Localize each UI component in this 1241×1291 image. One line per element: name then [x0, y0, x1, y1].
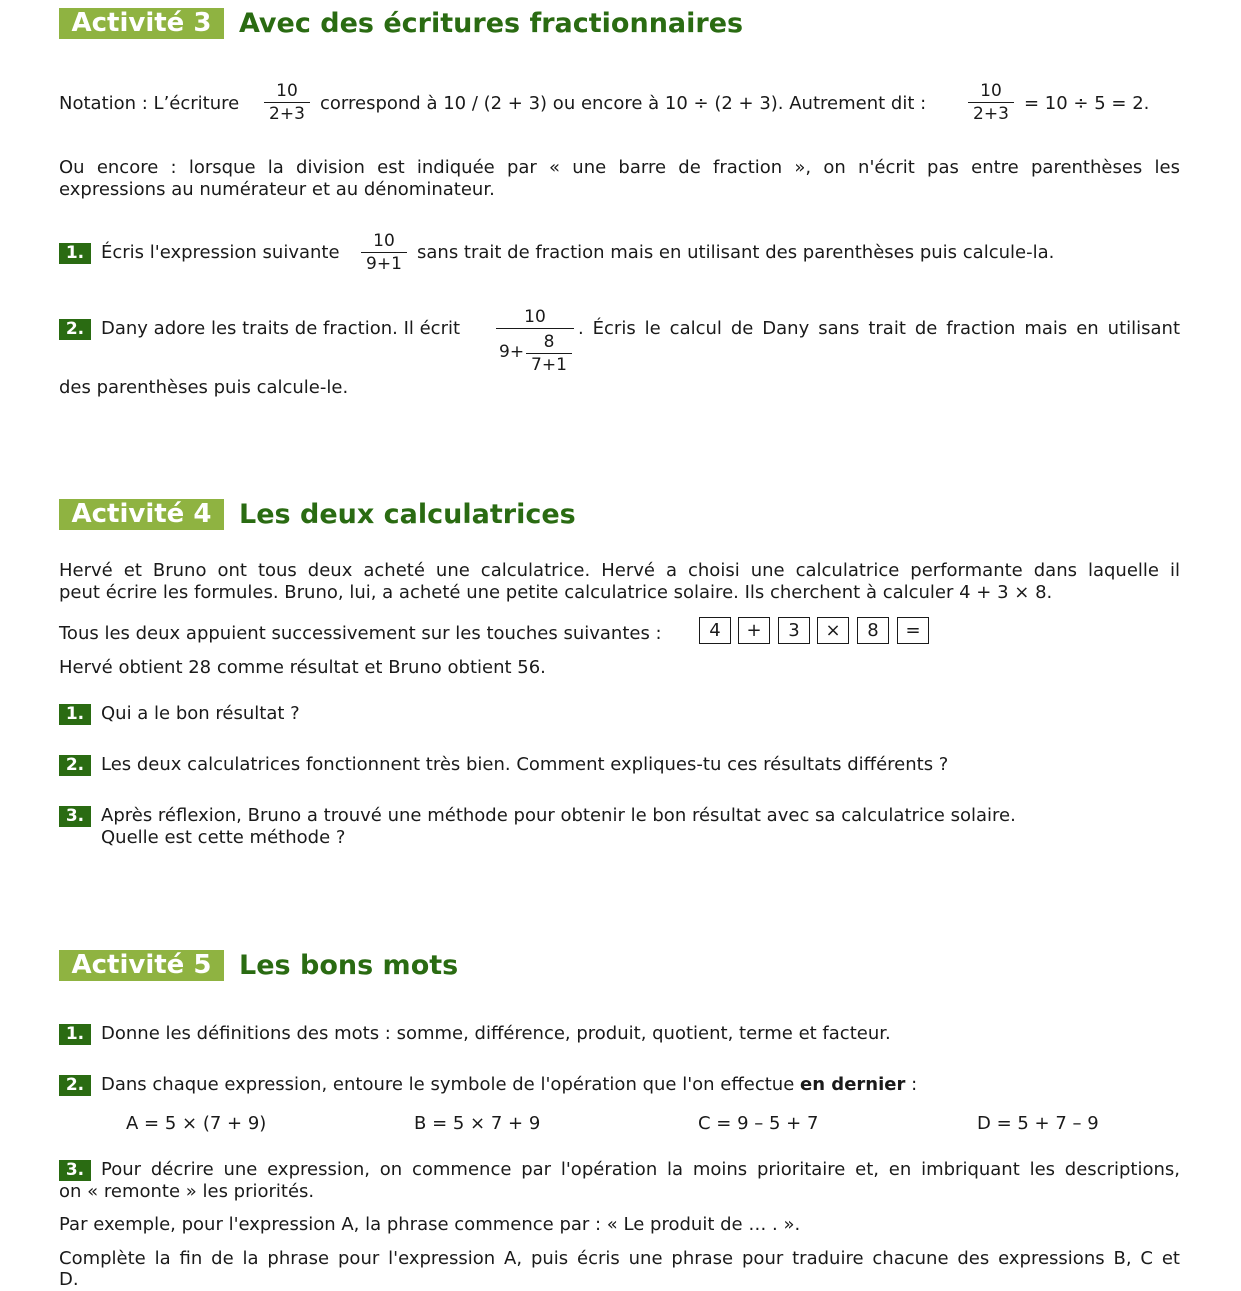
- fraction-numerator: 10: [980, 81, 1002, 101]
- calculator-key-equals: =: [897, 617, 929, 644]
- fraction-denominator: 9+1: [366, 254, 402, 274]
- question-number-2: 2.: [59, 755, 91, 776]
- question-number-1: 1.: [59, 1024, 91, 1045]
- question-number-3: 3.: [59, 806, 91, 827]
- nested-denominator-lead: 9+: [499, 342, 525, 362]
- fraction-numerator: 10: [276, 81, 298, 101]
- question-2-line-2: des parenthèses puis calcule-le.: [59, 377, 349, 398]
- question-number-2: 2.: [59, 1075, 91, 1096]
- calculator-key-3: 3: [778, 617, 810, 644]
- fraction-numerator: 10: [373, 231, 395, 251]
- nested-fraction: [496, 307, 574, 330]
- paragraph-line-2: peut écrire les formules. Bruno, lui, a acheté une petite calculatrice solaire. Ils cherchent à calculer 4 + 3 × 8.: [59, 582, 1053, 603]
- question-1-prefix: Écris l'expression suivante: [101, 242, 340, 263]
- fraction-10-over-2-plus-3: [264, 81, 310, 124]
- question-number-2: 2.: [59, 319, 91, 340]
- expression-b: B = 5 × 7 + 9: [414, 1113, 541, 1134]
- fraction-bar: [264, 102, 310, 103]
- fraction-denominator: 2+3: [269, 104, 305, 124]
- calculator-key-4: 4: [699, 617, 731, 644]
- activity-3-badge: Activité 3: [59, 8, 224, 39]
- calculator-key-plus: +: [738, 617, 770, 644]
- fraction-bar: [496, 328, 574, 329]
- question-2-prefix: Dany adore les traits de fraction. Il écrit: [101, 318, 461, 339]
- fraction-10-over-9-plus-1: [361, 231, 407, 274]
- final-line-1: Complète la fin de la phrase pour l'expression A, puis écris une phrase pour traduire chacune des expressions B, C et: [59, 1248, 1180, 1269]
- activity-5-title: Les bons mots: [239, 950, 459, 981]
- calculator-key-times: ×: [817, 617, 849, 644]
- final-line-2: D.: [59, 1269, 79, 1290]
- fraction-denominator: 7+1: [531, 355, 567, 375]
- question-number-1: 1.: [59, 243, 91, 264]
- question-1-suffix: sans trait de fraction mais en utilisant des parenthèses puis calcule-la.: [417, 242, 1055, 263]
- question-3-line-2: on « remonte » les priorités.: [59, 1181, 315, 1202]
- calculator-key-8: 8: [857, 617, 889, 644]
- question-3-line-2: Quelle est cette méthode ?: [101, 827, 346, 848]
- results-text: Hervé obtient 28 comme résultat et Bruno obtient 56.: [59, 657, 546, 678]
- activity-4-badge: Activité 4: [59, 499, 224, 530]
- notation-middle: correspond à 10 / (2 + 3) ou encore à 10 ÷ (2 + 3). Autrement dit :: [320, 93, 927, 114]
- fraction-bar: [968, 102, 1014, 103]
- question-2-suffix: . Écris le calcul de Dany sans trait de fraction mais en utilisant: [578, 318, 1180, 339]
- question-2-text: [101, 1074, 917, 1096]
- notation-prefix: Notation : L’écriture: [59, 93, 240, 114]
- paragraph-line-1: Hervé et Bruno ont tous deux acheté une calculatrice. Hervé a choisi une calculatrice performante dans laquelle il: [59, 560, 1180, 581]
- activity-4-title: Les deux calculatrices: [239, 499, 576, 530]
- expression-a: A = 5 × (7 + 9): [126, 1113, 267, 1134]
- question-3-line-1: Après réflexion, Bruno a trouvé une méthode pour obtenir le bon résultat avec sa calculatrice solaire.: [101, 805, 1016, 826]
- keys-intro: Tous les deux appuient successivement sur les touches suivantes :: [59, 623, 662, 644]
- activity-3-title: Avec des écritures fractionnaires: [239, 8, 744, 39]
- fraction-numerator: 10: [524, 307, 546, 327]
- fraction-10-over-2-plus-3-second: [968, 81, 1014, 124]
- activity-5-badge: Activité 5: [59, 950, 224, 981]
- question-1-text: Donne les définitions des mots : somme, différence, produit, quotient, terme et facteur.: [101, 1023, 891, 1044]
- question-2-text: Les deux calculatrices fonctionnent très bien. Comment expliques-tu ces résultats différents ?: [101, 754, 949, 775]
- expression-d: D = 5 + 7 – 9: [977, 1113, 1099, 1134]
- question-1-text: Qui a le bon résultat ?: [101, 703, 300, 724]
- notation-suffix: = 10 ÷ 5 = 2.: [1024, 93, 1150, 114]
- question-3-line-1: Pour décrire une expression, on commence par l'opération la moins prioritaire et, en imbriquant les descriptions,: [101, 1159, 1180, 1180]
- expression-c: C = 9 – 5 + 7: [698, 1113, 819, 1134]
- question-number-1: 1.: [59, 704, 91, 725]
- fraction-denominator: 2+3: [973, 104, 1009, 124]
- question-2-bold: en dernier: [800, 1074, 906, 1095]
- paragraph-line-1: Ou encore : lorsque la division est indiquée par « une barre de fraction », on n'écrit pas entre parenthèses les: [59, 157, 1180, 178]
- example-text: Par exemple, pour l'expression A, la phrase commence par : « Le produit de … . ».: [59, 1214, 801, 1235]
- fraction-numerator: 8: [543, 332, 555, 352]
- inner-fraction-8-over-7-plus-1: [526, 332, 572, 375]
- question-number-3: 3.: [59, 1160, 91, 1181]
- fraction-bar: [526, 353, 572, 354]
- paragraph-line-2: expressions au numérateur et au dénominateur.: [59, 179, 495, 200]
- question-2-suffix: :: [905, 1074, 918, 1095]
- question-2-prefix: Dans chaque expression, entoure le symbole de l'opération que l'on effectue: [101, 1074, 795, 1095]
- fraction-bar: [361, 252, 407, 253]
